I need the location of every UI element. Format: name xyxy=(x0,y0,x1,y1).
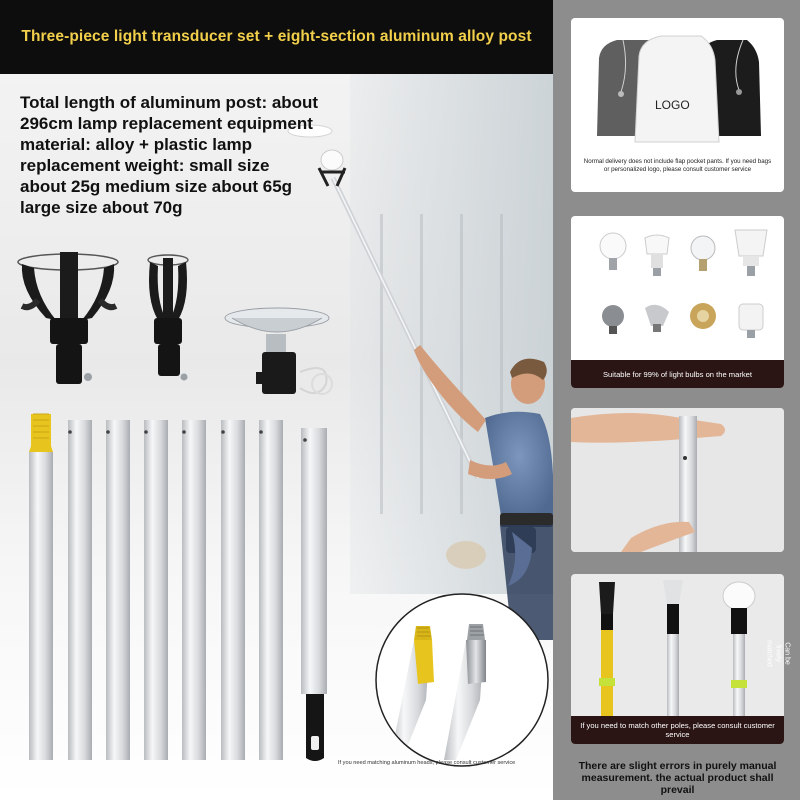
bulb-icon xyxy=(645,235,669,276)
bag-logo-text: LOGO xyxy=(655,98,690,112)
bulbs-illustration xyxy=(571,216,784,361)
bulb-icon xyxy=(645,305,669,332)
thread-detail-circle xyxy=(376,594,548,766)
bulbs-caption: Suitable for 99% of light bulbs on the market xyxy=(602,369,752,379)
large-bulb-gripper xyxy=(18,252,118,384)
hands-connecting-pole xyxy=(571,408,784,552)
matched-side-label: Can be freely matched xyxy=(765,640,791,667)
aluminum-head-caption: If you need matching aluminum heads, please consult customer service xyxy=(338,760,516,766)
bulb-icon xyxy=(690,303,716,329)
panel-pole-connection xyxy=(571,408,784,552)
suction-cup-changer xyxy=(225,308,332,394)
bulb-icon xyxy=(735,230,767,276)
panel-pole-matching xyxy=(571,574,784,744)
bulb-icon xyxy=(739,304,763,338)
pole-sections xyxy=(29,414,327,761)
header-banner xyxy=(0,0,553,74)
bulbs-caption-bar xyxy=(571,360,784,388)
medium-bulb-gripper xyxy=(148,255,188,381)
specifications-text: Total length of aluminum post: about 296cm lamp replacement equipment material: alloy + plastic lamp replacement weight: small size about 25g medium size about 65g large size about 70g xyxy=(20,93,319,217)
poles-caption-bar xyxy=(571,716,784,744)
measurement-disclaimer: There are slight errors in purely manual measurement. the actual product shall prevail xyxy=(578,760,777,796)
bulb-icon xyxy=(691,236,715,271)
panel-storage-bags xyxy=(571,18,784,192)
panel-bulb-compatibility xyxy=(571,216,784,388)
poles-caption: If you need to match other poles, please consult customer service xyxy=(580,721,775,739)
header-title: Three-piece light transducer set + eight-section aluminum alloy post xyxy=(21,28,532,45)
bulb-icon xyxy=(602,305,624,334)
basket xyxy=(446,541,486,569)
bags-note: Normal delivery does not include flap pocket pants. If you need bags or personalized logo, please consult customer service xyxy=(583,158,772,173)
bulb-icon xyxy=(600,233,626,270)
bulb-on-pole xyxy=(321,150,343,170)
storage-bags-illustration xyxy=(571,18,784,148)
feature-column xyxy=(553,0,800,800)
